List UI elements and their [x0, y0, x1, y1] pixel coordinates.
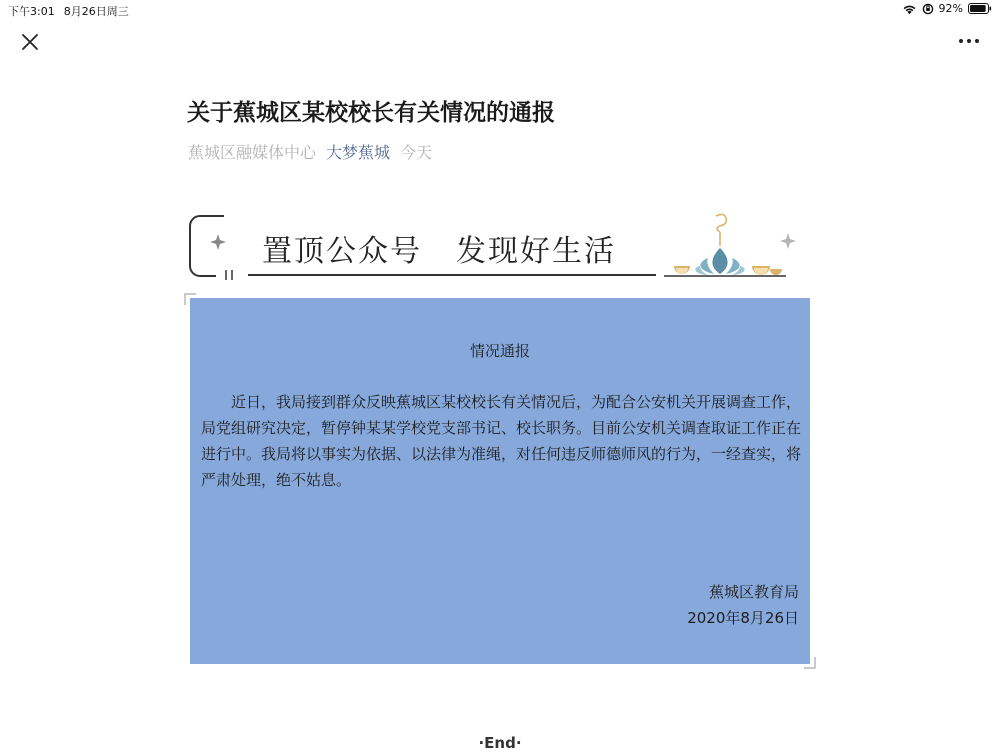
follow-banner[interactable] — [186, 210, 802, 282]
article-title: 关于蕉城区某校校长有关情况的通报 — [187, 100, 555, 126]
more-icon[interactable] — [957, 34, 981, 48]
wifi-icon — [902, 3, 917, 15]
battery-percent: 92% — [938, 2, 963, 15]
publish-time: 今天 — [400, 143, 433, 162]
notice-heading: 情况通报 — [469, 342, 530, 360]
status-time: 下午3:01 — [8, 5, 55, 18]
status-date: 8月26日周三 — [63, 5, 129, 18]
rotation-lock-icon — [922, 3, 934, 15]
account-link[interactable]: 大梦蕉城 — [326, 143, 391, 162]
notice-box — [190, 298, 810, 664]
banner-text-right: 发现好生活 — [456, 234, 616, 269]
close-icon[interactable] — [19, 31, 41, 53]
banner-text-left: 置顶公众号 — [262, 234, 422, 269]
notice-signer: 蕉城区教育局 — [708, 583, 799, 601]
notice-body: 近日，我局接到群众反映蕉城区某校校长有关情况后，为配合公安机关开展调查工作，局党组研究决定，暂停钟某某学校党支部书记、校长职务。目前公安机关调查取证工作正在进行中。我局将以事实为依据、以法律为准绳，对任何违反师德师风的行为，一经查实，将严肃处理，绝不姑息。 — [201, 393, 802, 489]
battery-icon — [968, 3, 992, 14]
status-left — [8, 3, 129, 19]
article-meta — [188, 140, 432, 163]
end-marker: ·End· — [478, 734, 522, 752]
banner-text — [262, 226, 616, 270]
notice-date: 2020年8月26日 — [687, 609, 799, 627]
status-bar — [0, 0, 1000, 20]
status-right — [902, 2, 992, 15]
article-source: 蕉城区融媒体中心 — [188, 143, 317, 162]
